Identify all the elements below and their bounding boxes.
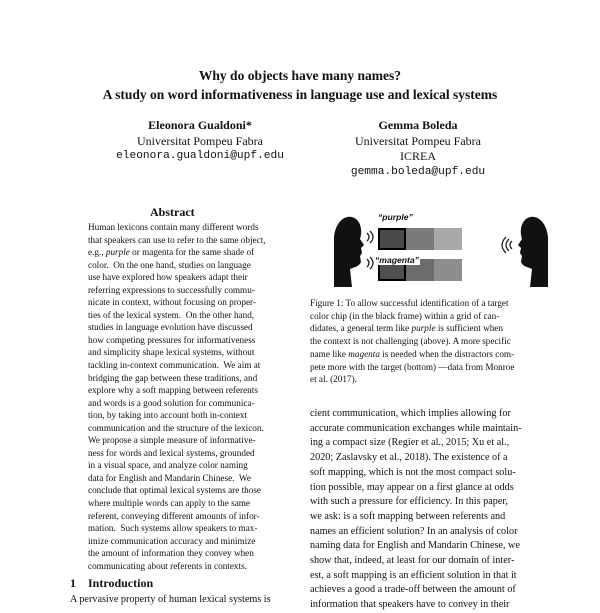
text-line: color chip (in the black frame) within a grid of can- — [310, 310, 500, 321]
text-line: name like magenta is needed when the distractors com- — [310, 348, 515, 359]
section-number: 1 — [70, 576, 76, 590]
text-line: data for English and Mandarin Chinese. We — [88, 472, 251, 483]
intro-first-line: A pervasive property of human lexical systems is — [70, 594, 271, 605]
figure-1-graphic — [334, 207, 548, 287]
text-line: conclude that optimal lexical systems are those — [88, 485, 261, 496]
text-line: information that speakers have to convey in their — [310, 599, 510, 611]
text-line: names an efficient solution? In an analysis of color — [310, 525, 518, 537]
figure-label-magenta: “magenta” — [375, 255, 419, 265]
author-affiliation-2: ICREA — [400, 149, 436, 163]
text-line: explore why a soft mapping between referents — [88, 385, 258, 396]
author-block-2 — [318, 118, 518, 180]
paper-title-line-1: Why do objects have many names? — [198, 68, 402, 83]
color-chip-distractor — [434, 228, 462, 250]
text-line: the context is not challenging (above). A more specific — [310, 336, 511, 347]
color-chip-distractor — [406, 228, 434, 250]
text-line: color. On the one hand, studies on language — [88, 259, 251, 270]
text-line: tion, by taking into account both in-context — [88, 410, 247, 421]
text-line: communicating about referents in contexts. — [88, 560, 247, 571]
abstract-heading: Abstract — [150, 205, 195, 219]
listener-head-icon — [518, 217, 548, 287]
text-line: naming data for English and Mandarin Chinese, we — [310, 540, 520, 552]
text-line: ness for words and lexical systems, grounded — [88, 447, 255, 458]
text-line: achieves a good a trade-off between the amount of — [310, 584, 516, 596]
author-name: Eleonora Gualdoni* — [148, 118, 252, 132]
speech-arc-icon — [367, 259, 369, 267]
text-line: mation. Such systems allow speakers to max- — [88, 523, 258, 534]
text-line: ties of the lexical system. On the other hand, — [88, 309, 255, 320]
section-title: Introduction — [88, 576, 154, 590]
text-line: show that, indeed, at least for our domain of inter- — [310, 555, 515, 567]
text-line: where multiple words can apply to the same — [88, 498, 251, 509]
text-line: tion possible, may appear on a first glance at odds — [310, 481, 514, 493]
author-name: Gemma Boleda — [378, 118, 458, 132]
author-affiliation: Universitat Pompeu Fabra — [355, 133, 481, 148]
figure-1 — [334, 207, 548, 287]
text-line: Human lexicons contain many different words — [88, 222, 259, 232]
text-line: in a visual space, and analyze color naming — [88, 460, 248, 471]
section-heading-introduction — [70, 576, 153, 591]
text-line: and words is a good solution for communica- — [88, 397, 255, 408]
text-line: bridging the gap between these traditions, and — [88, 372, 258, 383]
text-line: referent, conveying different amounts of infor- — [88, 510, 260, 521]
author-email[interactable]: eleonora.gualdoni@upf.edu — [116, 150, 284, 162]
right-column-text — [310, 407, 550, 613]
speaker-head-icon — [334, 217, 364, 287]
text-line: 2020; Zaslavsky et al., 2018). The existence of a — [310, 452, 508, 464]
paper-title-line-2: A study on word informativeness in language use and lexical systems — [102, 87, 498, 102]
text-line: et al. (2017). — [310, 374, 357, 385]
figure-1-caption — [310, 297, 550, 386]
figure-label-purple: “purple” — [378, 212, 413, 222]
text-line: communication and the structure of the lexicon. — [88, 422, 264, 433]
text-line: how competing pressures for informativeness — [88, 334, 256, 345]
text-line: that speakers can use to refer to the same object, — [88, 234, 266, 245]
speech-arc-icon — [367, 233, 369, 241]
text-line: soft mapping, which is not the most compact solu- — [310, 466, 516, 478]
text-line: accurate communication exchanges while maintain- — [310, 422, 522, 434]
text-line: nicate in context, without focusing on proper- — [88, 297, 256, 308]
text-line: studies in language evolution have discussed — [88, 322, 253, 333]
text-line: ing a compact size (Regier et al., 2015; Xu et al., — [310, 437, 510, 449]
text-line: est, a soft mapping is an efficient solution in that it — [310, 569, 517, 581]
text-line: referring expressions to successfully commu- — [88, 284, 255, 295]
hearing-arc-icon — [510, 241, 512, 249]
text-line: cient communication, which implies allowing for — [310, 408, 511, 419]
author-block-1 — [100, 118, 300, 165]
author-email[interactable]: gemma.boleda@upf.edu — [350, 165, 486, 178]
text-line: Figure 1: To allow successful identification of a target — [310, 298, 509, 308]
color-chip-distractor — [434, 259, 462, 281]
text-line: imize communication accuracy and minimize — [88, 535, 256, 546]
text-line: the amount of information they convey when — [88, 548, 254, 559]
text-line: didates, a general term like purple is sufficient when — [310, 323, 503, 334]
text-line: we ask: is a soft mapping between referents and — [310, 510, 506, 522]
text-line: use have explored how speakers adapt their — [88, 272, 248, 283]
text-line: tackling in-context communication. We aim at — [88, 360, 261, 371]
abstract-body — [88, 221, 278, 572]
color-chip-target — [378, 228, 406, 250]
text-line: pete more with the target (bottom) —data from Monroe — [310, 361, 515, 372]
text-line: with such a pressure for efficiency. In this paper, — [310, 496, 508, 508]
author-affiliation: Universitat Pompeu Fabra — [137, 133, 263, 148]
text-line: We propose a simple measure of informative- — [88, 435, 256, 446]
text-line: and simplicity shape lexical systems, without — [88, 347, 255, 358]
text-line: e.g., purple or magenta for the same shade of — [88, 247, 255, 258]
